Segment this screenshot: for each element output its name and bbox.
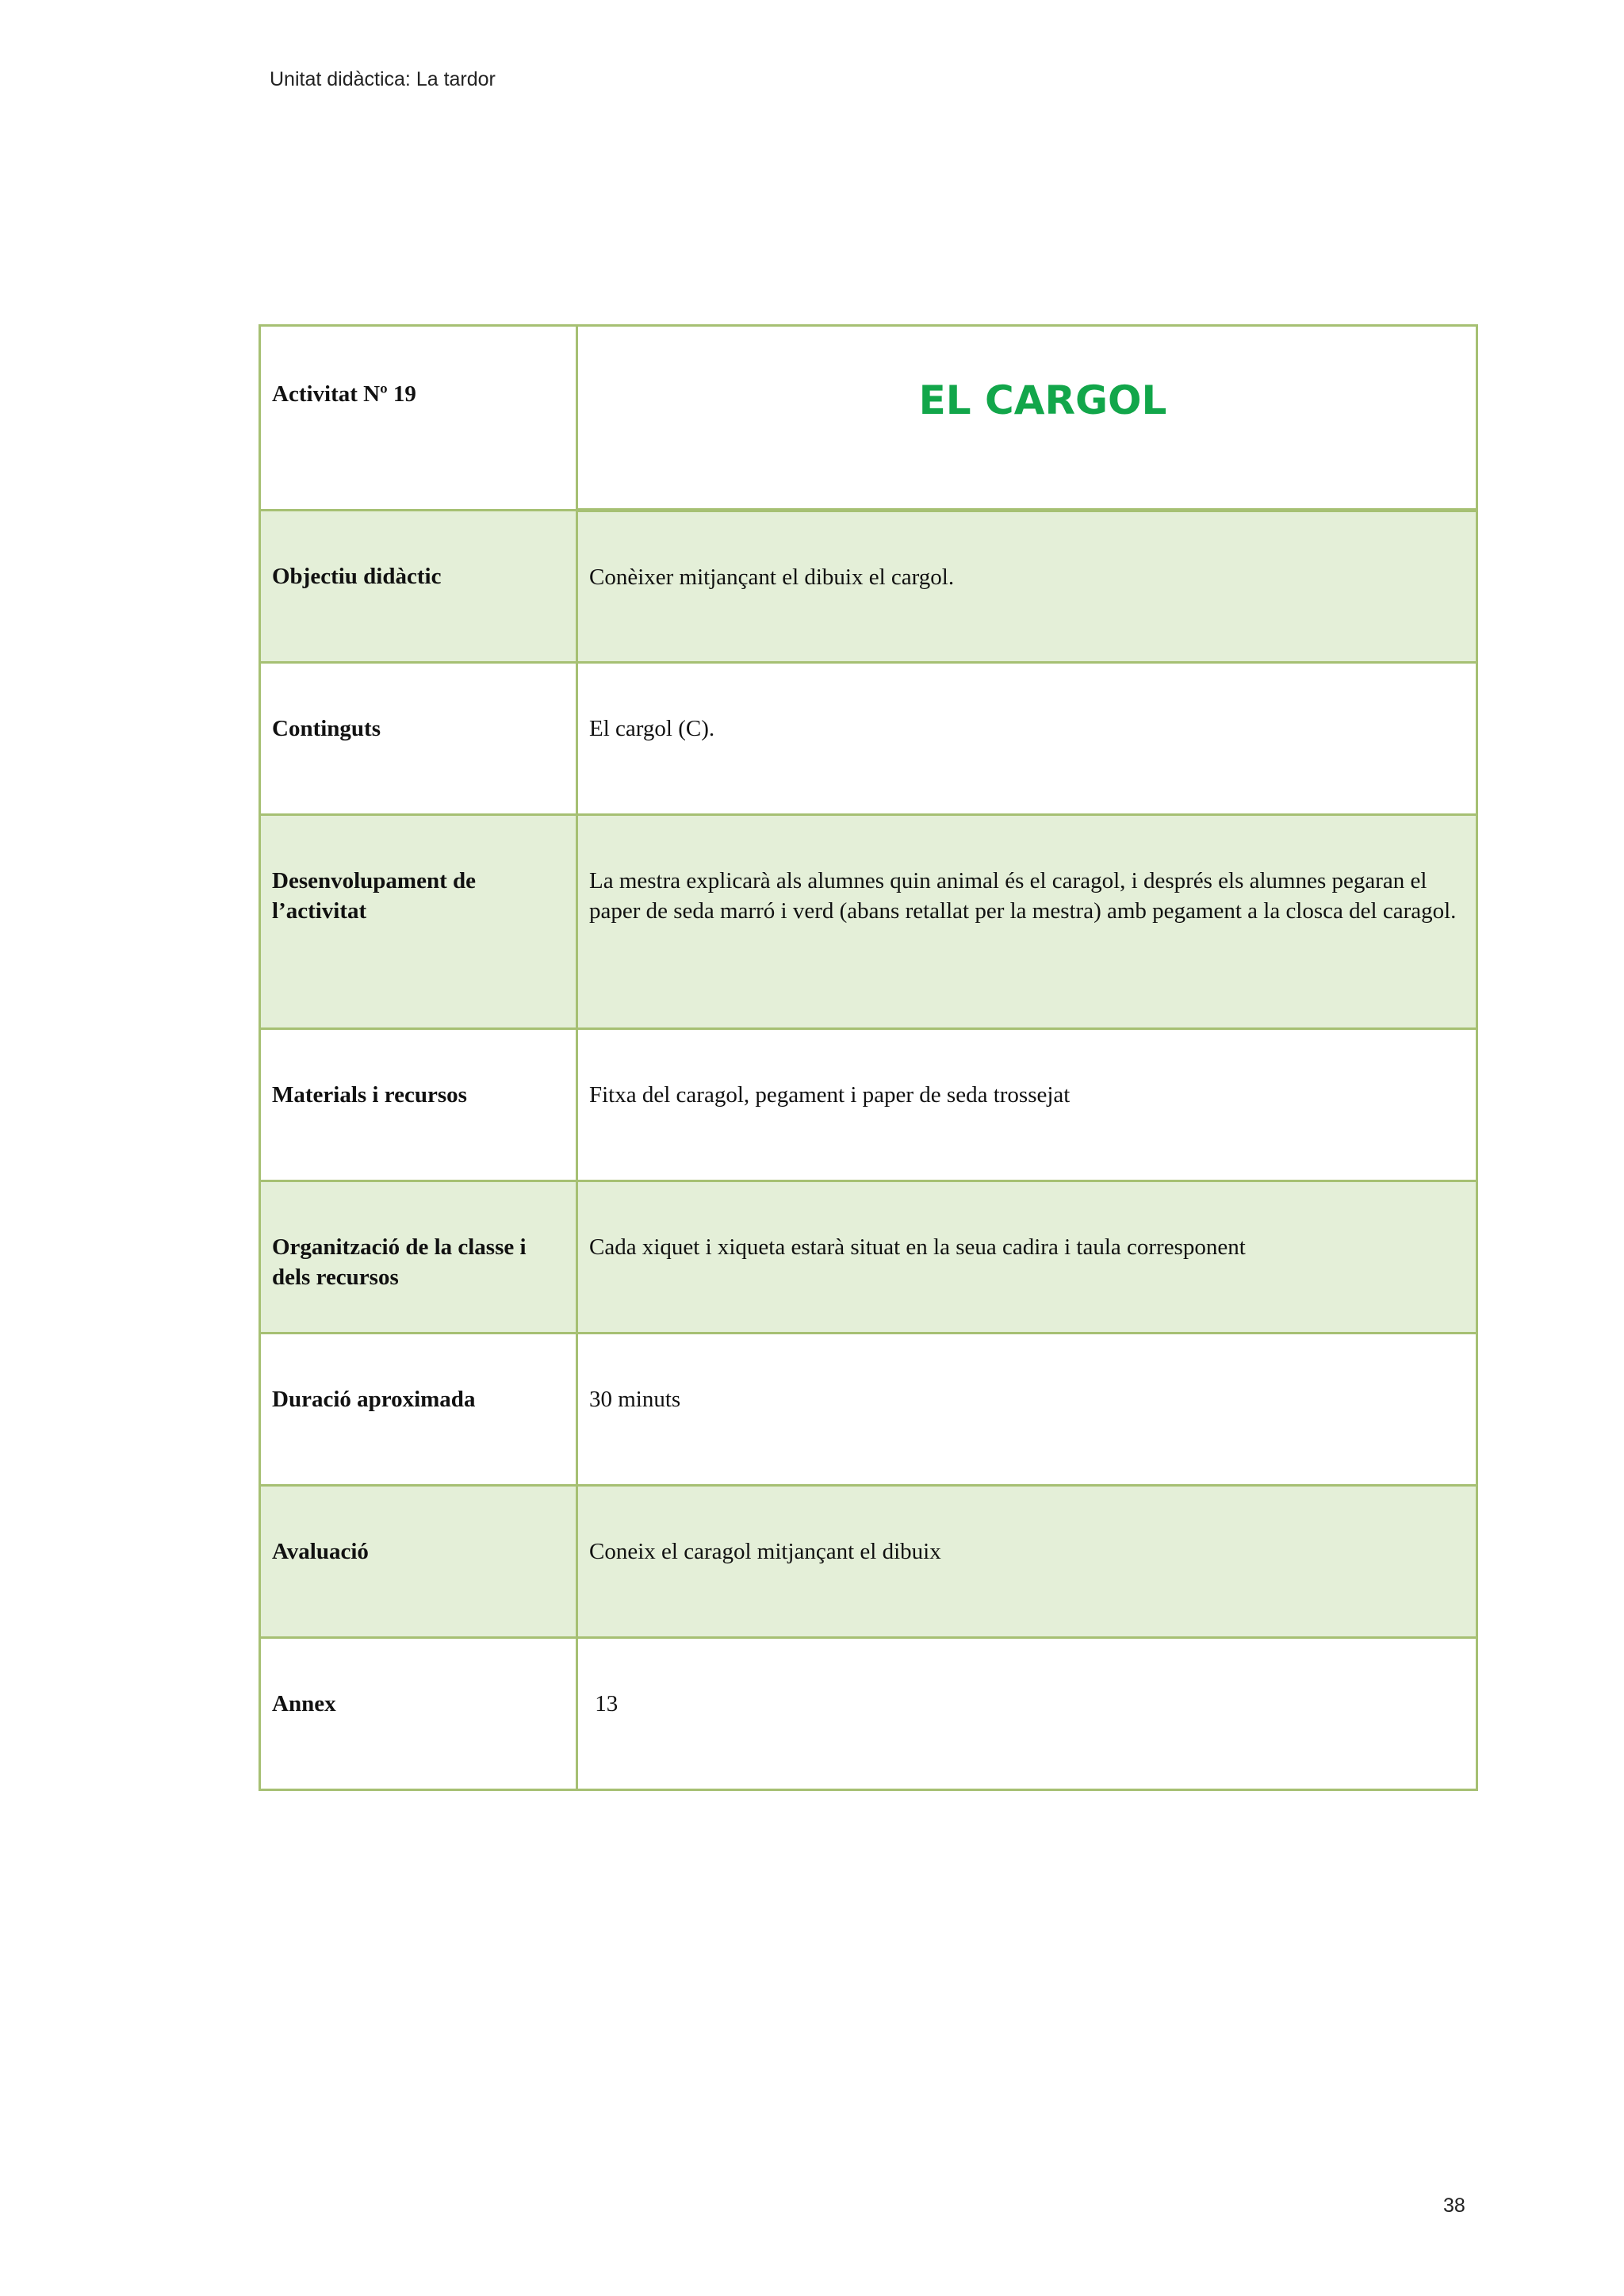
row-label-development: Desenvolupament de l’activitat — [260, 815, 577, 1029]
row-value-duration: 30 minuts — [577, 1334, 1477, 1486]
row-value-evaluation: Coneix el caragol mitjançant el dibuix — [577, 1486, 1477, 1638]
activity-title: EL CARGOL — [918, 377, 1167, 423]
row-value-development: La mestra explicarà als alumnes quin animal és el caragol, i després els alumnes pegaran el paper de seda marró i verd (abans retallat per la mestra) amb pegament a la closca del caragol. — [577, 815, 1477, 1029]
table-row-title — [260, 326, 1477, 511]
row-label-objective: Objectiu didàctic — [260, 511, 577, 663]
row-label-evaluation: Avaluació — [260, 1486, 577, 1638]
page-header: Unitat didàctica: La tardor — [270, 68, 496, 90]
table-row — [260, 1029, 1477, 1181]
table-row — [260, 815, 1477, 1029]
table-row — [260, 1486, 1477, 1638]
page-number: 38 — [1443, 2195, 1465, 2217]
row-value-annex: 13 — [577, 1638, 1477, 1790]
row-value-materials: Fitxa del caragol, pegament i paper de seda trossejat — [577, 1029, 1477, 1181]
activity-number-label: Activitat Nº 19 — [260, 326, 577, 511]
table-row — [260, 1181, 1477, 1334]
row-label-annex: Annex — [260, 1638, 577, 1790]
row-value-organization: Cada xiquet i xiqueta estarà situat en la seua cadira i taula corresponent — [577, 1181, 1477, 1334]
table-row — [260, 511, 1477, 663]
activity-title-cell — [577, 326, 1477, 511]
row-label-organization: Organització de la classe i dels recursos — [260, 1181, 577, 1334]
activity-table — [259, 324, 1478, 1791]
row-value-contents: El cargol (C). — [577, 663, 1477, 815]
row-value-objective: Conèixer mitjançant el dibuix el cargol. — [577, 511, 1477, 663]
table-row — [260, 1638, 1477, 1790]
table-row — [260, 663, 1477, 815]
row-label-duration: Duració aproximada — [260, 1334, 577, 1486]
row-label-materials: Materials i recursos — [260, 1029, 577, 1181]
row-label-contents: Continguts — [260, 663, 577, 815]
table-row — [260, 1334, 1477, 1486]
